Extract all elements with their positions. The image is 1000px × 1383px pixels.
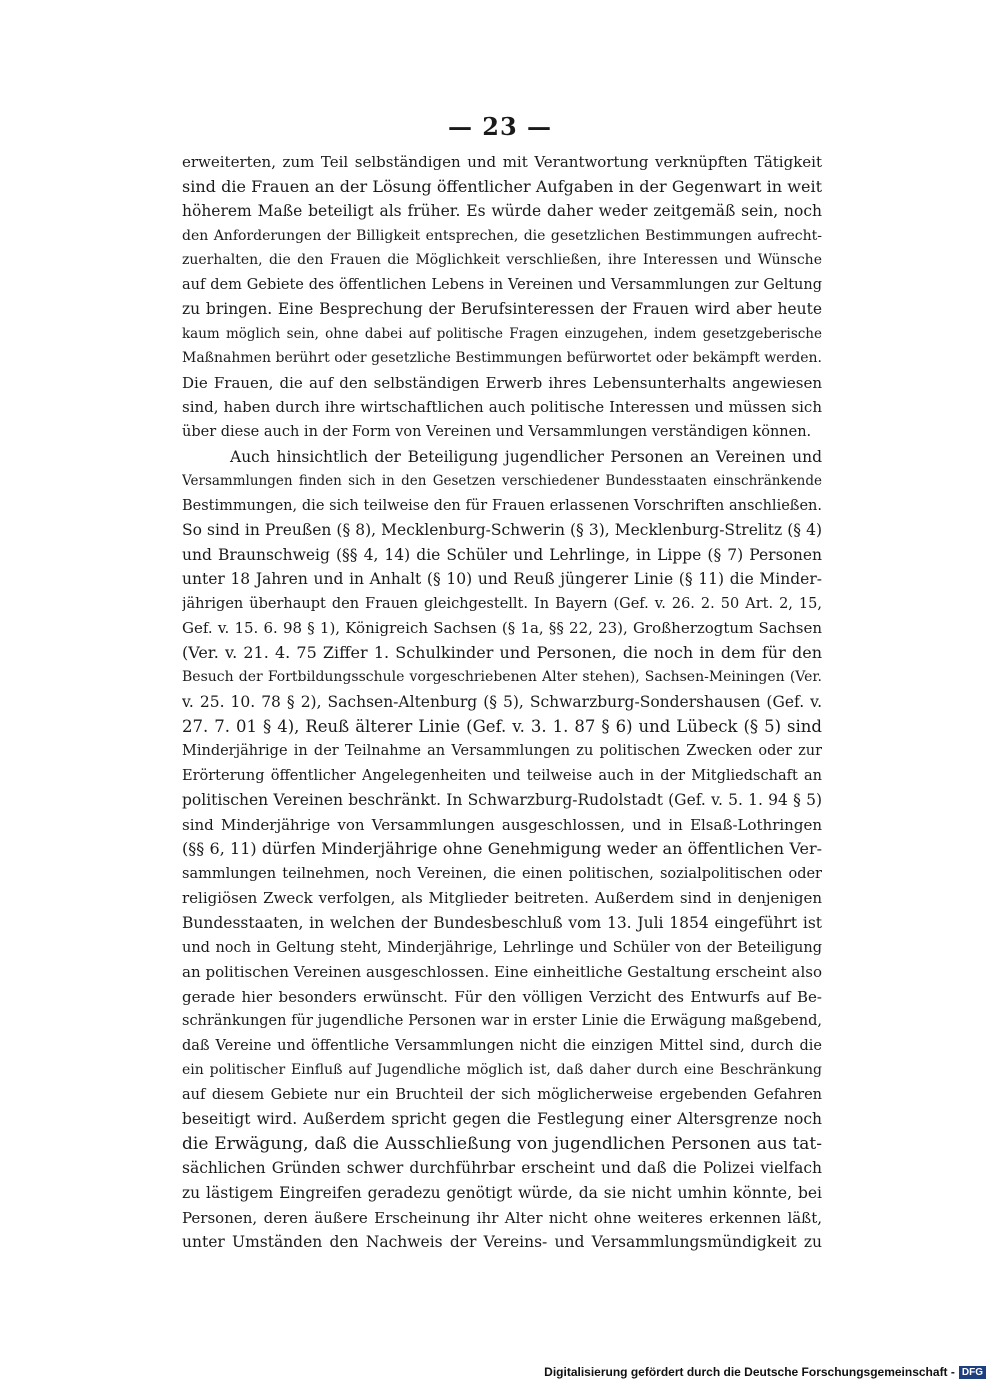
footer (544, 1365, 986, 1379)
text-line: religiösen Zweck verfolgen, als Mitglieder beitreten. Außerdem sind in denjenigen (182, 889, 822, 908)
text-line: kaum möglich sein, ohne dabei auf politische Fragen einzugehen, indem gesetzgeberische (182, 325, 822, 342)
text-line: Die Frauen, die auf den selbständigen Erwerb ihres Lebensunterhalts angewiesen (182, 373, 822, 392)
text-line: gerade hier besonders erwünscht. Für den völligen Verzicht des Entwurfs auf Be- (182, 987, 822, 1006)
text-line: sammlungen teilnehmen, noch Vereinen, die einen politischen, sozialpolitischen oder (182, 865, 822, 882)
body-text (182, 150, 822, 1255)
text-line: jährigen überhaupt den Frauen gleichgestellt. In Bayern (Gef. v. 26. 2. 50 Art. 2, 15, (182, 595, 822, 612)
text-line: Besuch der Fortbildungsschule vorgeschriebenen Alter stehen), Sachsen-Meiningen (Ver. (182, 669, 822, 686)
text-line: auf diesem Gebiete nur ein Bruchteil der sich möglicherweise ergebenden Gefahren (182, 1086, 822, 1103)
footer-credit: Digitalisierung gefördert durch die Deutsche Forschungsgemeinschaft - (544, 1365, 955, 1379)
text-line: an politischen Vereinen ausgeschlossen. Eine einheitliche Gestaltung erscheint also (182, 963, 822, 982)
text-line: die Erwägung, daß die Ausschließung von jugendlichen Personen aus tat- (182, 1133, 822, 1154)
text-line: und Braunschweig (§§ 4, 14) die Schüler und Lehrlinge, in Lippe (§ 7) Personen (182, 545, 822, 564)
text-line: unter 18 Jahren und in Anhalt (§ 10) und Reuß jüngerer Linie (§ 11) die Minder- (182, 570, 822, 589)
page-number: — 23 — (447, 112, 553, 141)
text-line: höherem Maße beteiligt als früher. Es würde daher weder zeitgemäß sein, noch (182, 202, 822, 221)
text-line: (Ver. v. 21. 4. 75 Ziffer 1. Schulkinder und Personen, die noch in dem für den (182, 642, 822, 662)
text-line: sind die Frauen an der Lösung öffentlicher Aufgaben in der Gegenwart in weit (182, 176, 822, 196)
text-line: politischen Vereinen beschränkt. In Schwarzburg-Rudolstadt (Gef. v. 5. 1. 94 § 5) (182, 791, 822, 810)
text-line: (§§ 6, 11) dürfen Minderjährige ohne Genehmigung weder an öffentlichen Ver- (182, 839, 822, 859)
text-line: beseitigt wird. Außerdem spricht gegen die Festlegung einer Altersgrenze noch (182, 1110, 822, 1129)
text-line: unter Umständen den Nachweis der Vereins- und Versammlungsmündigkeit zu (182, 1233, 822, 1252)
text-line: sind Minderjährige von Versammlungen ausgeschlossen, und in Elsaß-Lothringen (182, 815, 822, 834)
text-line: Auch hinsichtlich der Beteiligung jugendlicher Personen an Vereinen und (230, 447, 822, 466)
text-line: zu bringen. Eine Besprechung der Berufsinteressen der Frauen wird aber heute (182, 300, 822, 319)
text-line: Maßnahmen berührt oder gesetzliche Bestimmungen befürwortet oder bekämpft werden. (182, 350, 822, 367)
text-line: zuerhalten, die den Frauen die Möglichkeit verschließen, ihre Interessen und Wünsche (182, 252, 822, 269)
text-line: sächlichen Gründen schwer durchführbar erscheint und daß die Polizei vielfach (182, 1159, 822, 1178)
text-line: erweiterten, zum Teil selbständigen und mit Verantwortung verknüpften Tätigkeit (182, 153, 822, 171)
text-line: Personen, deren äußere Erscheinung ihr Alter nicht ohne weiteres erkennen läßt, (182, 1208, 822, 1227)
text-line: v. 25. 10. 78 § 2), Sachsen-Altenburg (§ 5), Schwarzburg-Sondershausen (Gef. v. (182, 693, 822, 712)
text-line: Minderjährige in der Teilnahme an Versammlungen zu politischen Zwecken oder zur (182, 743, 822, 760)
text-line: sind, haben durch ihre wirtschaftlichen auch politische Interessen und müssen sich (182, 398, 822, 417)
text-line: schränkungen für jugendliche Personen war in erster Linie die Erwägung maßgebend, (182, 1013, 822, 1030)
text-line: zu lästigem Eingreifen geradezu genötigt würde, da sie nicht umhin könnte, bei (182, 1183, 822, 1202)
text-line: daß Vereine und öffentliche Versammlungen nicht die einzigen Mittel sind, durch die (182, 1037, 822, 1054)
text-line: ein politischer Einfluß auf Jugendliche möglich ist, daß daher durch eine Beschränkung (182, 1062, 822, 1079)
text-line: Bundesstaaten, in welchen der Bundesbeschluß vom 13. Juli 1854 eingeführt ist (182, 913, 822, 932)
text-line: Versammlungen finden sich in den Gesetzen verschiedener Bundesstaaten einschränkende (182, 473, 822, 490)
text-line: auf dem Gebiete des öffentlichen Lebens in Vereinen und Versammlungen zur Geltung (182, 276, 822, 293)
text-line: Bestimmungen, die sich teilweise den für Frauen erlassenen Vorschriften anschließen. (182, 497, 822, 514)
dfg-logo: DFG (959, 1366, 986, 1379)
text-line: über diese auch in der Form von Vereinen und Versammlungen verständigen können. (182, 424, 812, 441)
text-line: Erörterung öffentlicher Angelegenheiten und teilweise auch in der Mitgliedschaft an (182, 767, 822, 784)
text-line: 27. 7. 01 § 4), Reuß älterer Linie (Gef. v. 3. 1. 87 § 6) und Lübeck (§ 5) sind (182, 716, 822, 736)
text-line: den Anforderungen der Billigkeit entsprechen, die gesetzlichen Bestimmungen aufrecht- (182, 227, 822, 244)
text-line: Gef. v. 15. 6. 98 § 1), Königreich Sachsen (§ 1a, §§ 22, 23), Großherzogtum Sachsen (182, 619, 822, 638)
text-line: und noch in Geltung steht, Minderjährige, Lehrlinge und Schüler von der Beteiligung (182, 939, 822, 956)
text-line: So sind in Preußen (§ 8), Mecklenburg-Schwerin (§ 3), Mecklenburg-Strelitz (§ 4) (182, 521, 822, 540)
